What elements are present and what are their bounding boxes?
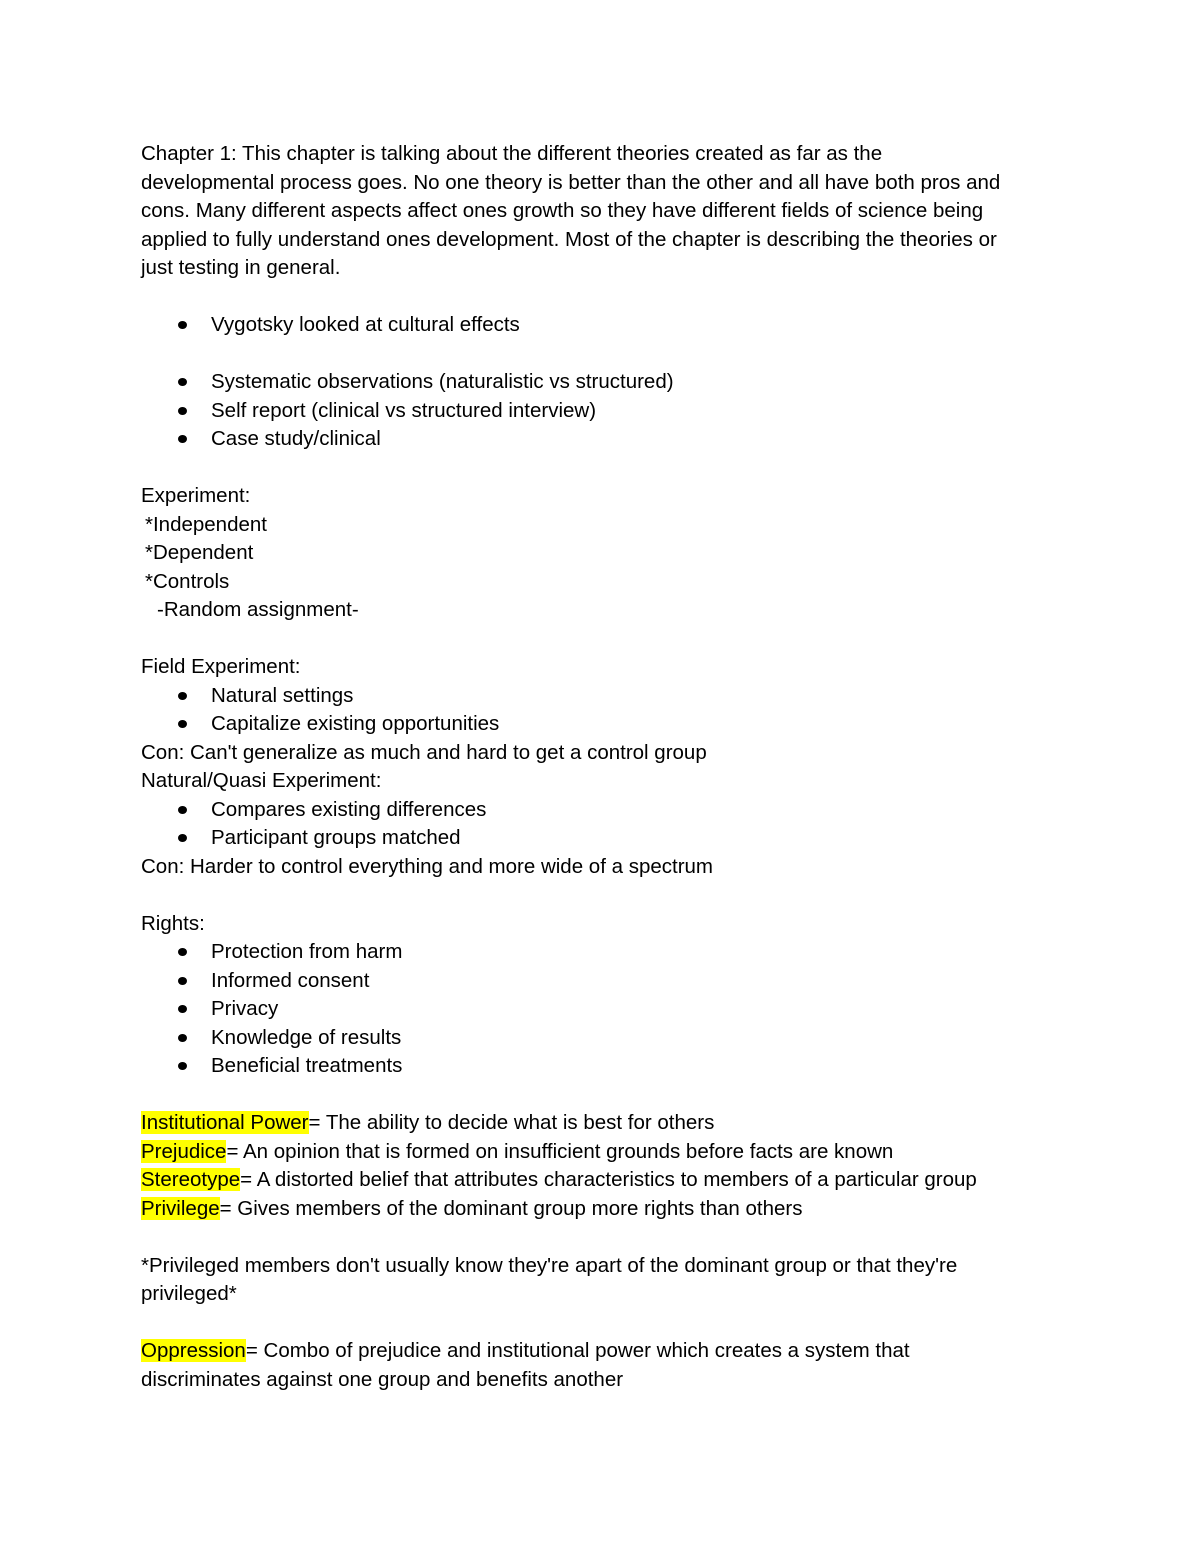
bullet-icon xyxy=(178,321,187,329)
definition-row xyxy=(141,1138,1061,1167)
highlighted-term: Privilege xyxy=(141,1196,220,1220)
bullet-icon xyxy=(178,948,187,956)
spacer xyxy=(141,1309,1061,1338)
list-item-text: Case study/clinical xyxy=(211,427,381,450)
methods-list xyxy=(141,368,1061,454)
list-item-text: Participant groups matched xyxy=(211,826,461,849)
list-item-text: Compares existing differences xyxy=(211,797,487,821)
bullet-icon xyxy=(178,720,187,728)
list-item xyxy=(141,1024,1061,1053)
list-item xyxy=(141,796,1061,825)
list-item-text: Systematic observations (naturalistic vs structured) xyxy=(211,370,674,393)
list-item-text: Protection from harm xyxy=(211,940,403,963)
spacer xyxy=(141,1081,1061,1110)
definition-text: = The ability to decide what is best for others xyxy=(308,1111,715,1134)
definition-text: = Gives members of the dominant group more rights than others xyxy=(219,1196,803,1220)
privilege-note xyxy=(141,1252,1061,1309)
list-item xyxy=(141,311,1061,340)
experiment-item: *Dependent xyxy=(145,541,254,564)
spacer xyxy=(141,454,1061,483)
bullet-icon xyxy=(178,435,187,443)
bullet-icon xyxy=(178,378,187,386)
highlighted-term: Oppression xyxy=(141,1339,246,1362)
bullet-icon xyxy=(178,1005,187,1013)
chapter-summary-paragraph xyxy=(141,140,1061,283)
experiment-subitem: -Random assignment- xyxy=(157,598,359,621)
list-item xyxy=(141,1052,1061,1081)
list-item xyxy=(141,995,1061,1024)
list-item-text: Self report (clinical vs structured interview) xyxy=(211,398,597,422)
list-item xyxy=(141,967,1061,996)
bullet-icon xyxy=(178,1062,187,1070)
definition-text: = An opinion that is formed on insufficient grounds before facts are known xyxy=(226,1139,894,1163)
list-item-text: Vygotsky looked at cultural effects xyxy=(211,313,520,336)
list-item-text: Capitalize existing opportunities xyxy=(211,712,500,735)
list-item xyxy=(141,397,1061,426)
paragraph-line: *Privileged members don't usually know they're apart of the dominant group or that they're xyxy=(141,1253,958,1277)
definition-row xyxy=(141,1109,1061,1138)
list-item xyxy=(141,425,1061,454)
oppression-definition xyxy=(141,1337,1061,1394)
bullet-icon xyxy=(178,1034,187,1042)
con-note: Con: Can't generalize as much and hard to get a control group xyxy=(141,740,707,764)
spacer xyxy=(141,340,1061,369)
bullet-icon xyxy=(178,834,187,842)
list-item-text: Knowledge of results xyxy=(211,1025,402,1049)
paragraph-line: just testing in general. xyxy=(141,256,341,279)
paragraph-line: applied to fully understand ones development. Most of the chapter is describing the theories or xyxy=(141,227,997,251)
definition-text: = Combo of prejudice and institutional power which creates a system that xyxy=(245,1339,910,1362)
definition-continuation: discriminates against one group and benefits another xyxy=(141,1367,624,1391)
highlighted-term: Prejudice xyxy=(141,1139,227,1163)
definition-row xyxy=(141,1337,1061,1366)
definitions-section xyxy=(141,1109,1061,1223)
bullet-icon xyxy=(178,806,187,814)
spacer xyxy=(141,1223,1061,1252)
theory-list xyxy=(141,311,1061,340)
bullet-icon xyxy=(178,977,187,985)
list-item xyxy=(141,710,1061,739)
section-heading: Rights: xyxy=(141,911,205,935)
section-heading: Field Experiment: xyxy=(141,655,301,678)
list-item xyxy=(141,368,1061,397)
section-heading: Experiment: xyxy=(141,484,251,507)
definition-row xyxy=(141,1166,1061,1195)
spacer xyxy=(141,625,1061,654)
experiment-item: *Controls xyxy=(145,569,230,593)
con-note: Con: Harder to control everything and more wide of a spectrum xyxy=(141,854,713,878)
bullet-icon xyxy=(178,407,187,415)
list-item-text: Natural settings xyxy=(211,683,354,707)
experiment-item: *Independent xyxy=(145,512,267,536)
definition-text: = A distorted belief that attributes characteristics to members of a particular group xyxy=(240,1168,977,1191)
list-item-text: Informed consent xyxy=(211,968,370,992)
experiment-section xyxy=(141,482,1061,625)
document-body xyxy=(141,140,1061,1394)
field-experiment-section xyxy=(141,653,1061,767)
paragraph-line: Chapter 1: This chapter is talking about the different theories created as far as the xyxy=(141,142,883,165)
list-item xyxy=(141,824,1061,853)
spacer xyxy=(141,283,1061,312)
spacer xyxy=(141,881,1061,910)
paragraph-line: privileged* xyxy=(141,1282,237,1305)
bullet-icon xyxy=(178,692,187,700)
paragraph-line: developmental process goes. No one theory is better than the other and all have both pros and xyxy=(141,170,1001,194)
list-item-text: Beneficial treatments xyxy=(211,1054,403,1077)
paragraph-line: cons. Many different aspects affect ones growth so they have different fields of science being xyxy=(141,199,984,222)
highlighted-term: Stereotype xyxy=(141,1168,241,1191)
list-item xyxy=(141,938,1061,967)
highlighted-term: Institutional Power xyxy=(141,1111,309,1134)
section-heading: Natural/Quasi Experiment: xyxy=(141,769,382,792)
definition-row xyxy=(141,1195,1061,1224)
natural-experiment-section xyxy=(141,767,1061,881)
rights-section xyxy=(141,910,1061,1081)
list-item-text: Privacy xyxy=(211,997,279,1020)
list-item xyxy=(141,682,1061,711)
